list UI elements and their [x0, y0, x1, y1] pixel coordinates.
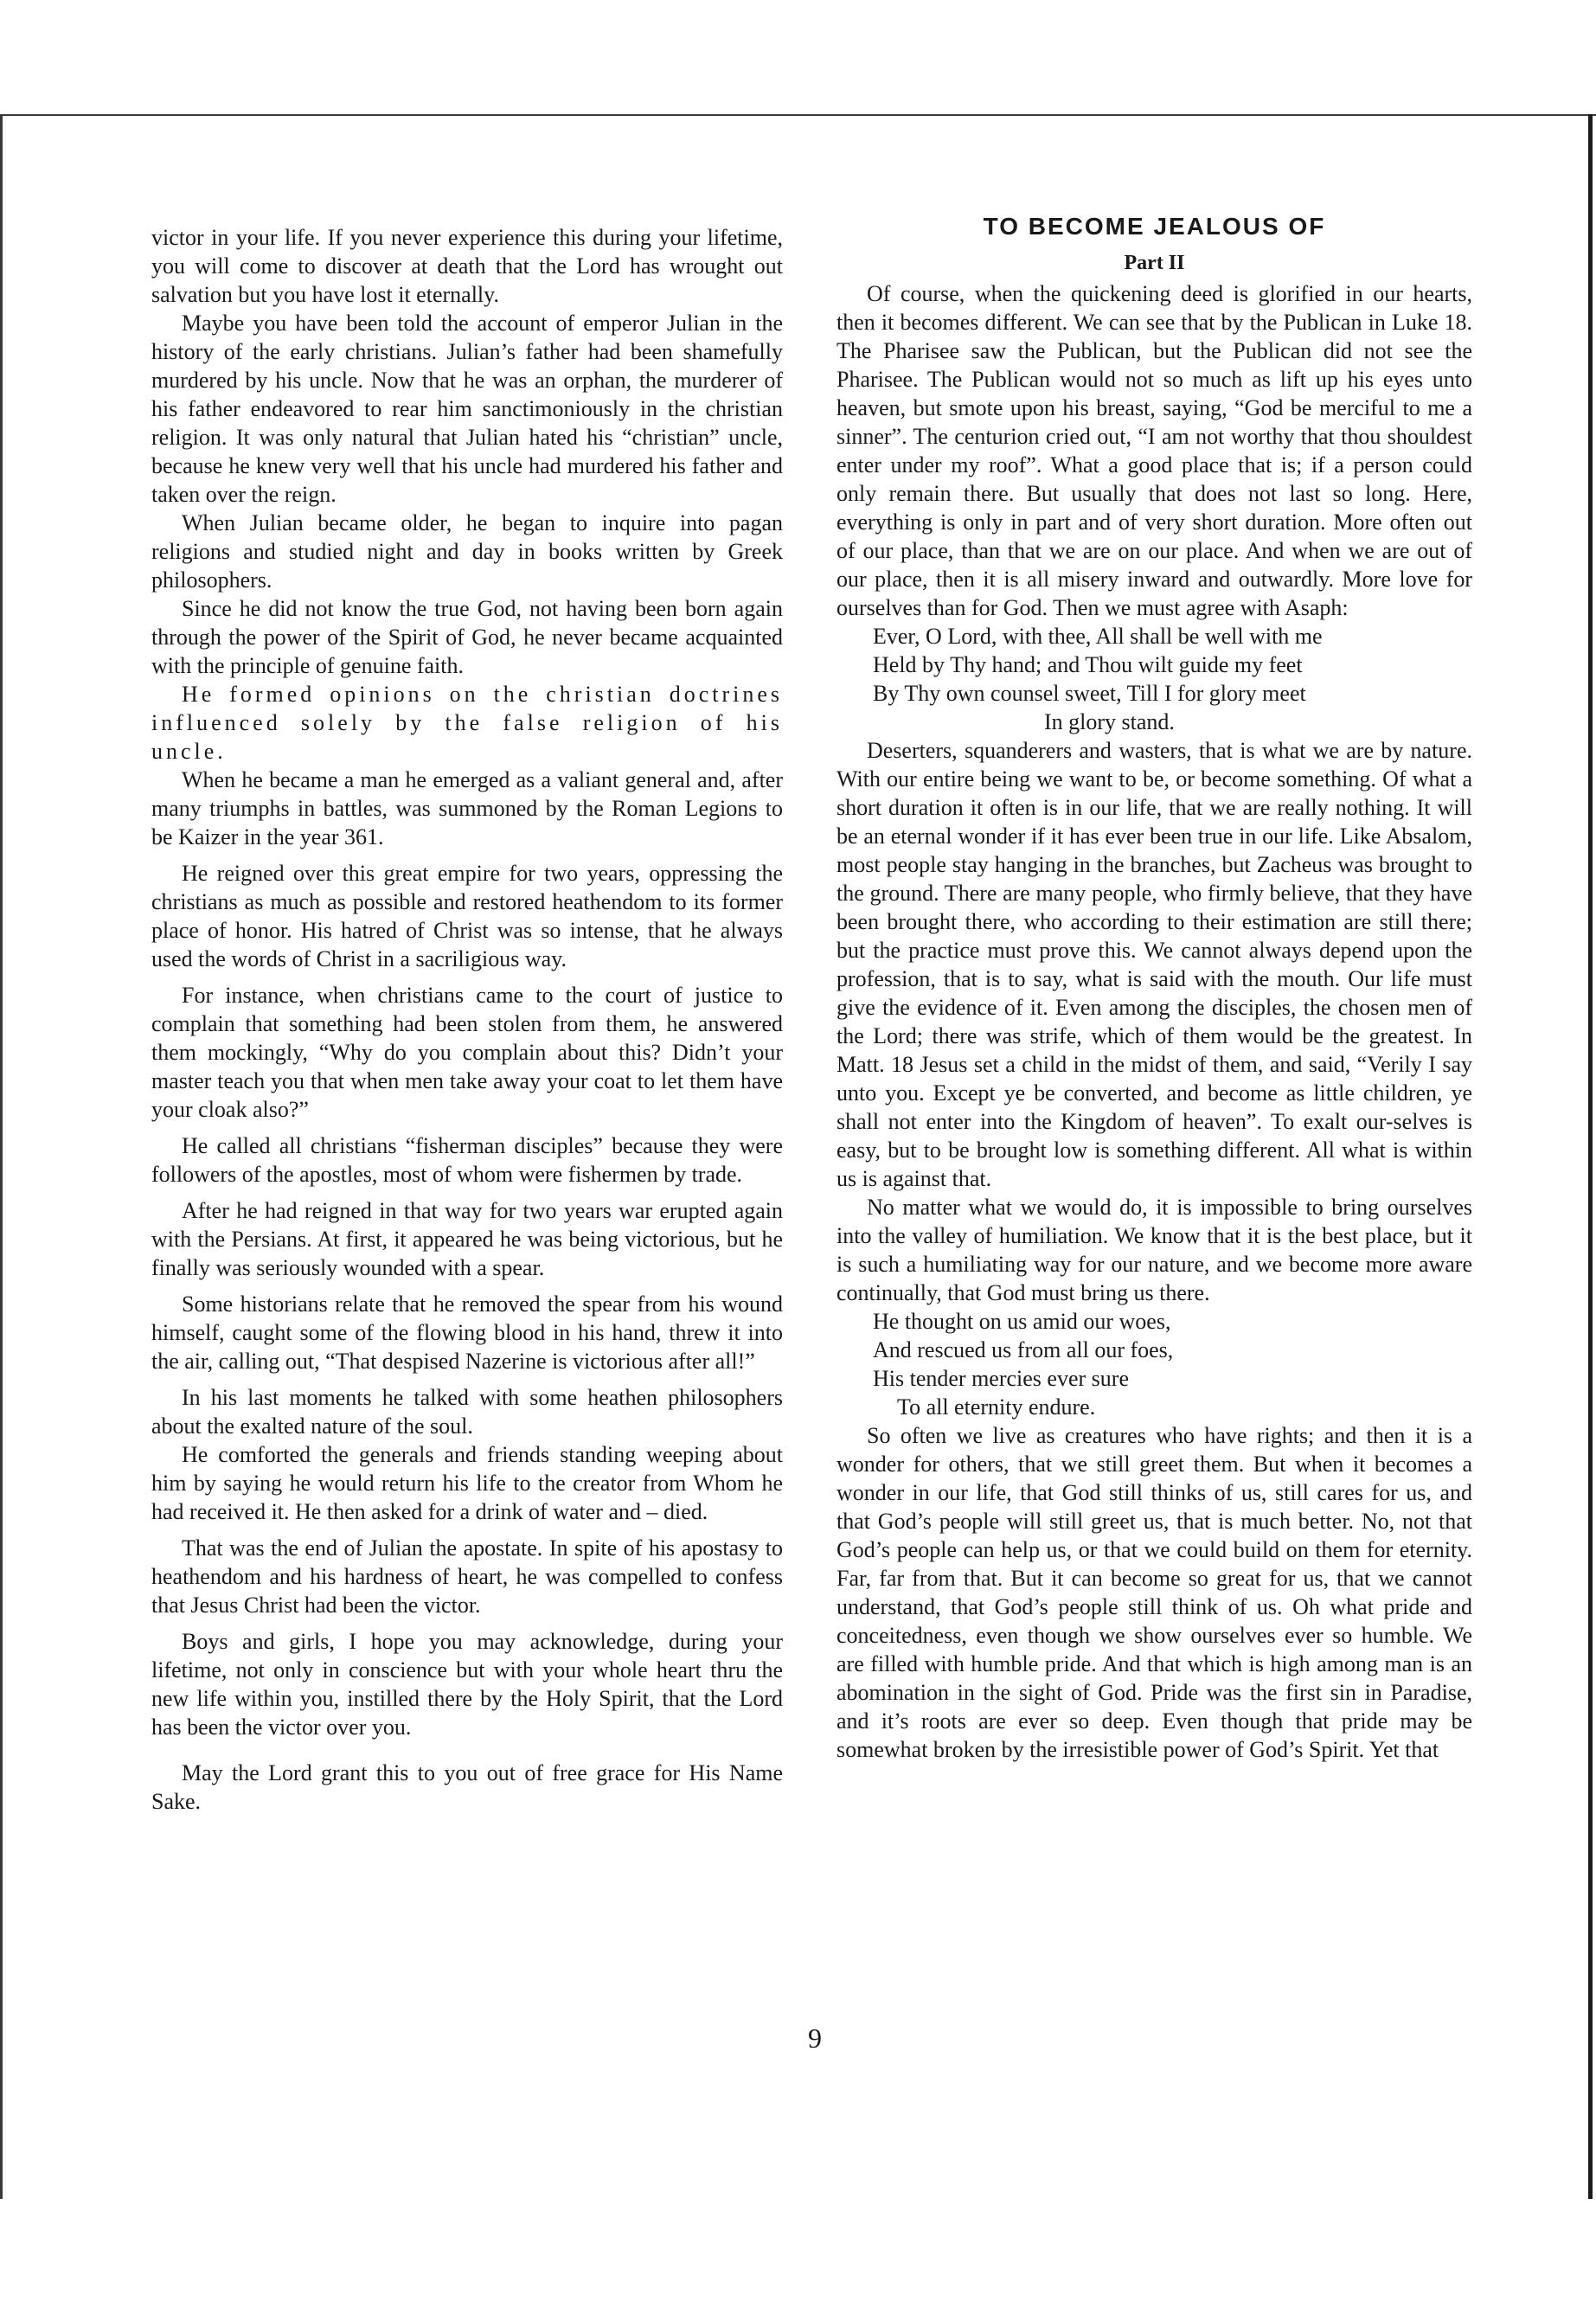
paragraph: He reigned over this great empire for two years, oppressing the christians as much as possible and restored heathendom to its former place of honor. His hatred of Christ was so intense, that he always used the words of Christ in a sacriligious way. [151, 861, 783, 971]
page-number: 9 [808, 2022, 822, 2054]
verse-line: His tender mercies ever sure [873, 1366, 1129, 1391]
paragraph: In his last moments he talked with some heathen philosophers about the exalted nature of the soul. [151, 1385, 783, 1439]
left-column [151, 223, 783, 1816]
paragraph: When he became a man he emerged as a valiant general and, after many triumphs in battles, was summoned by the Roman Legions to be Kaizer in the year 361. [151, 767, 783, 849]
verse-line: In glory stand. [1044, 709, 1175, 734]
paragraph: For instance, when christians came to the court of justice to complain that something had been stolen from them, he answered them mockingly, “Why do you complain about this? Didn’t your master teach you that when men take away your coat to let them have your cloak also?” [151, 983, 783, 1122]
paragraph: Since he did not know the true God, not having been born again through the power of the Spirit of God, he never became acquainted with the principle of genuine faith. [151, 596, 783, 678]
paragraph: That was the end of Julian the apostate. In spite of his apostasy to heathendom and his hardness of heart, he was compelled to confess that Jesus Christ had been the victor. [151, 1535, 783, 1618]
verse-line: By Thy own counsel sweet, Till I for glory meet [873, 681, 1306, 706]
paragraph: No matter what we would do, it is impossible to bring ourselves into the valley of humiliation. We know that it is the best place, but it is such a humiliating way for our nature, and we become more aware continually, that God must bring us there. [836, 1195, 1472, 1305]
paragraph: Deserters, squanderers and wasters, that is what we are by nature. With our entire being we want to be, or become something. Of what a short duration it often is in our life, that we are really nothing. It will be an eternal wonder if it has ever been true in our life. Like Absalom, most people stay hanging in the branches, but Zacheus was brought to the ground. There are many people, who firmly believe, that they have been brought there, who according to their estimation are still there; but the practice must prove this. We cannot always depend upon the profession, that is to say, what is said with the mouth. Our life must give the evidence of it. Even among the disciples, the chosen men of the Lord; there was strife, which of them would be the greatest. In Matt. 18 Jesus set a child in the midst of them, and said, “Verily I say unto you. Except ye be converted, and become as little children, ye shall not enter into the Kingdom of heaven”. To exalt our-selves is easy, but to be brought low is something different. All what is within us is against that. [836, 738, 1472, 1191]
verse-block [836, 1307, 1472, 1421]
paragraph: Of course, when the quickening deed is glorified in our hearts, then it becomes different. We can see that by the Publican in Luke 18. The Pharisee saw the Publican, but the Publican did not see the Pharisee. The Publican would not so much as lift up his eyes unto heaven, but smote upon his breast, saying, “God be merciful to me a sinner”. The centurion cried out, “I am not worthy that thou shouldest enter under my roof”. What a good place that is; if a person could only remain there. But usually that does not last so long. Here, everything is only in part and of very short duration. More often out of our place, than that we are on our place. And when we are out of our place, then it is all misery inward and outwardly. More love for ourselves than for God. Then we must agree with Asaph: [836, 281, 1472, 620]
paragraph: He called all christians “fisherman disciples” because they were followers of the apostles, most of whom were fishermen by trade. [151, 1133, 783, 1187]
paragraph: He formed opinions on the christian doctrines influenced solely by the false religion of his uncle. [151, 682, 783, 764]
paragraph: Maybe you have been told the account of emperor Julian in the history of the early christians. Julian’s father had been shamefully murdered by his uncle. Now that he was an orphan, the murderer of his father endeavored to rear him sanctimoniously in the christian religion. It was only natural that Julian hated his “christian” uncle, because he knew very well that his uncle had murdered his father and taken over the reign. [151, 311, 783, 507]
paragraph: victor in your life. If you never experience this during your lifetime, you will come to discover at death that the Lord has wrought out salvation but you have lost it eternally. [151, 225, 783, 307]
paragraph: May the Lord grant this to you out of free grace for His Name Sake. [151, 1760, 783, 1814]
verse-line: He thought on us amid our woes, [873, 1309, 1171, 1334]
paragraph: After he had reigned in that way for two years war erupted again with the Persians. At first, it appeared he was being victorious, but he finally was seriously wounded with a spear. [151, 1198, 783, 1280]
scan-margin [0, 0, 1596, 114]
verse-line: Ever, O Lord, with thee, All shall be well with me [873, 624, 1323, 649]
article-heading: TO BECOME JEALOUS OF [983, 213, 1326, 240]
verse-block [836, 622, 1472, 736]
page-edge-top [0, 114, 1596, 116]
verse-line: And rescued us from all our foes, [873, 1337, 1174, 1362]
paragraph: He comforted the generals and friends standing weeping about him by saying he would return his life to the creator from Whom he had received it. He then asked for a drink of water and – died. [151, 1442, 783, 1524]
page-edge-left [0, 114, 3, 2199]
right-column [836, 212, 1472, 1764]
paragraph: When Julian became older, he began to inquire into pagan religions and studied night and day in books written by Greek philosophers. [151, 510, 783, 593]
verse-line: To all eternity endure. [897, 1394, 1096, 1420]
article-subheading: Part II [1124, 252, 1185, 274]
paragraph: So often we live as creatures who have rights; and then it is a wonder for others, that we still greet them. But when it becomes a wonder in our life, that God still thinks of us, still cares for us, and that God’s people will still greet us, that is much better. No, not that God’s people can help us, or that we could build on them for eternity. Far, far from that. But it can become so great for us, that we cannot understand, that God’s people still think of us. Oh what pride and conceitedness, even though we show ourselves ever so humble. We are filled with humble pride. And that which is high among man is an abomination in the sight of God. Pride was the first sin in Paradise, and it’s roots are ever so deep. Even though that pride may be somewhat broken by the irresistible power of God’s Spirit. Yet that [836, 1423, 1472, 1762]
verse-line: Held by Thy hand; and Thou wilt guide my feet [873, 652, 1303, 677]
page-edge-right [1588, 114, 1593, 2199]
paragraph: Some historians relate that he removed the spear from his wound himself, caught some of the flowing blood in his hand, threw it into the air, calling out, “That despised Nazerine is victorious after all!” [151, 1292, 783, 1374]
paragraph: Boys and girls, I hope you may acknowledge, during your lifetime, not only in conscience but with your whole heart thru the new life within you, instilled there by the Holy Spirit, that the Lord has been the victor over you. [151, 1629, 783, 1740]
